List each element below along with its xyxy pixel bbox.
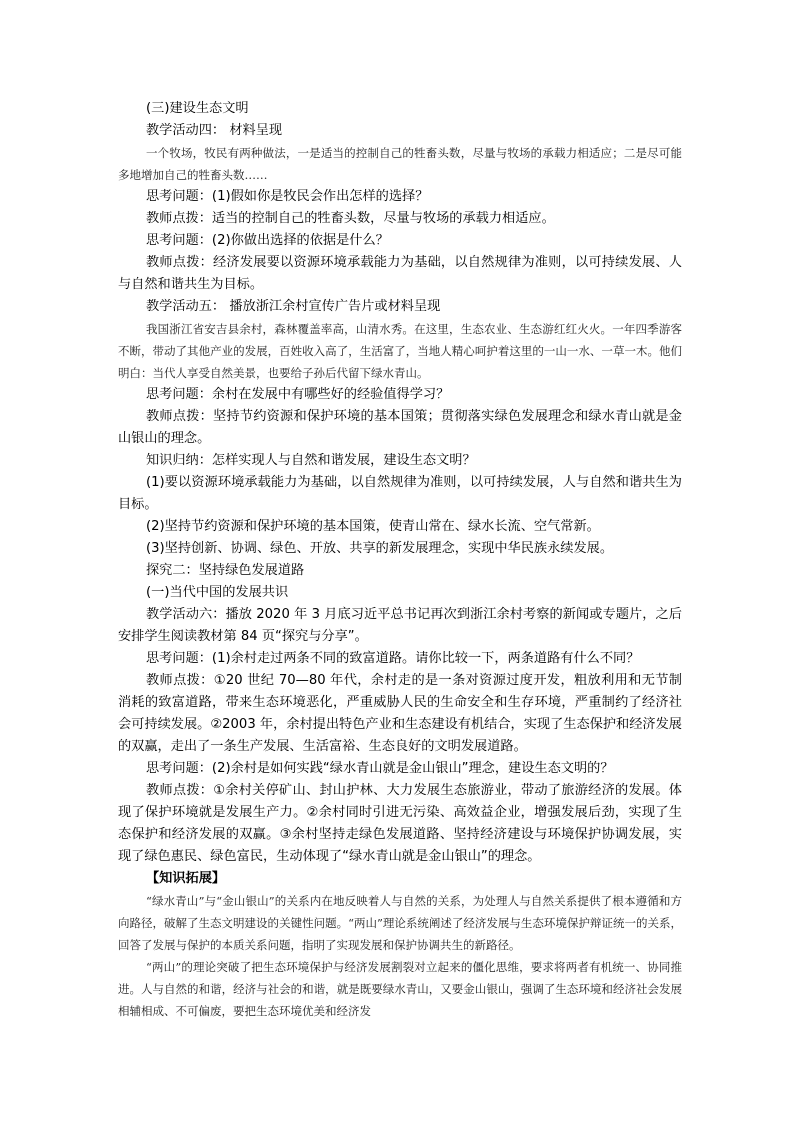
question-1: 思考问题：(1)假如你是牧民会作出怎样的选择？ — [146, 189, 429, 204]
activity4-material: 一个牧场，牧民有两种做法，一是适当的控制自己的牲畜头数，尽量与牧场的承载力相适应；二是尽可能多地增加自己的牲畜头数…… — [118, 146, 682, 182]
extension-paragraph-2: “两山”的理论突破了把生态环境保护与经济发展割裂对立起来的僵化思维，要求将两者有机统一、协同推进。人与自然的和谐，经济与社会的和谐，就是既要绿水青山，又要金山银山，强调了生态环境和经济社会发展相辅相成、不可偏废，要把生态环境优美和经济发 — [118, 960, 682, 1018]
summary-point-3: (3)坚持创新、协调、绿色、开放、共享的新发展理念，实现中华民族永续发展。 — [146, 541, 614, 556]
question-4: 思考问题：(1)余村走过两条不同的致富道路。请你比较一下，两条道路有什么不同？ — [146, 651, 640, 666]
teacher-hint-4: 教师点拨：①20 世纪 70—80 年代，余村走的是一条对资源过度开发，粗放利用和无节制消耗的致富道路，带来生态环境恶化，严重威胁人民的生命安全和生存环境，严重制约了经济社会可持续发展。②2003 年，余村提出特色产业和生态建设有机结合，实现了生态保护和经济发展的双赢，走出了一条生产发展、生活富裕、生态良好的文明发展道路。 — [118, 673, 682, 754]
question-5: 思考问题：(2)余村是如何实践“绿水青山就是金山银山”理念，建设生态文明的？ — [146, 761, 614, 776]
explore2-heading: 探究二：坚持绿色发展道路 — [146, 563, 305, 578]
question-3: 思考问题：余村在发展中有哪些好的经验值得学习？ — [146, 387, 450, 402]
summary-point-1: (1)要以资源环境承载能力为基础，以自然规律为准则，以可持续发展，人与自然和谐共生为目标。 — [118, 475, 682, 512]
document-page — [118, 98, 682, 1022]
section3-heading: (三)建设生态文明 — [146, 101, 249, 116]
teacher-hint-5: 教师点拨：①余村关停矿山、封山护林、大力发展生态旅游业，带动了旅游经济的发展。体现了保护环境就是发展生产力。②余村同时引进无污染、高效益企业，增强发展后劲，实现了生态保护和经济发展的双赢。③余村坚持走绿色发展道路、坚持经济建设与环境保护协调发展，实现了绿色惠民、绿色富民，生动体现了“绿水青山就是金山银山”的理念。 — [118, 783, 682, 864]
activity4-title: 教学活动四： 材料呈现 — [146, 123, 283, 138]
teacher-hint-1: 教师点拨：适当的控制自己的牲畜头数，尽量与牧场的承载力相适应。 — [146, 211, 555, 226]
subsection1-heading: (一)当代中国的发展共识 — [146, 585, 289, 600]
teacher-hint-3: 教师点拨：坚持节约资源和保护环境的基本国策；贯彻落实绿色发展理念和绿水青山就是金山银山的理念。 — [118, 409, 682, 446]
summary-question: 知识归纳：怎样实现人与自然和谐发展，建设生态文明？ — [146, 453, 476, 468]
activity5-material: 我国浙江省安吉县余村，森林覆盖率高，山清水秀。在这里，生态农业、生态游红红火火。一年四季游客不断，带动了其他产业的发展，百姓收入高了，生活富了，当地人精心呵护着这里的一山一水、一草一木。他们明白：当代人享受自然美景，也要给子孙后代留下绿水青山。 — [118, 322, 682, 380]
extension-paragraph-1: “绿水青山”与“金山银山”的关系内在地反映着人与自然的关系，为处理人与自然关系提供了根本遵循和方向路径，破解了生态文明建设的关键性问题。“两山”理论系统阐述了经济发展与生态环境保护辩证统一的关系，回答了发展与保护的本质关系问题，指明了实现发展和保护协调共生的新路径。 — [118, 894, 682, 952]
teacher-hint-2: 教师点拨：经济发展要以资源环境承载能力为基础，以自然规律为准则，以可持续发展、人与自然和谐共生为目标。 — [118, 255, 682, 292]
activity6: 教学活动六：播放 2020 年 3 月底习近平总书记再次到浙江余村考察的新闻或专题片，之后安排学生阅读教材第 84 页“探究与分享”。 — [118, 607, 682, 644]
activity5-title: 教学活动五： 播放浙江余村宣传广告片或材料呈现 — [146, 299, 441, 314]
summary-point-2: (2)坚持节约资源和保护环境的基本国策，使青山常在、绿水长流、空气常新。 — [146, 519, 600, 534]
extension-heading: 【知识拓展】 — [146, 871, 226, 886]
question-2: 思考问题：(2)你做出选择的依据是什么？ — [146, 233, 389, 248]
